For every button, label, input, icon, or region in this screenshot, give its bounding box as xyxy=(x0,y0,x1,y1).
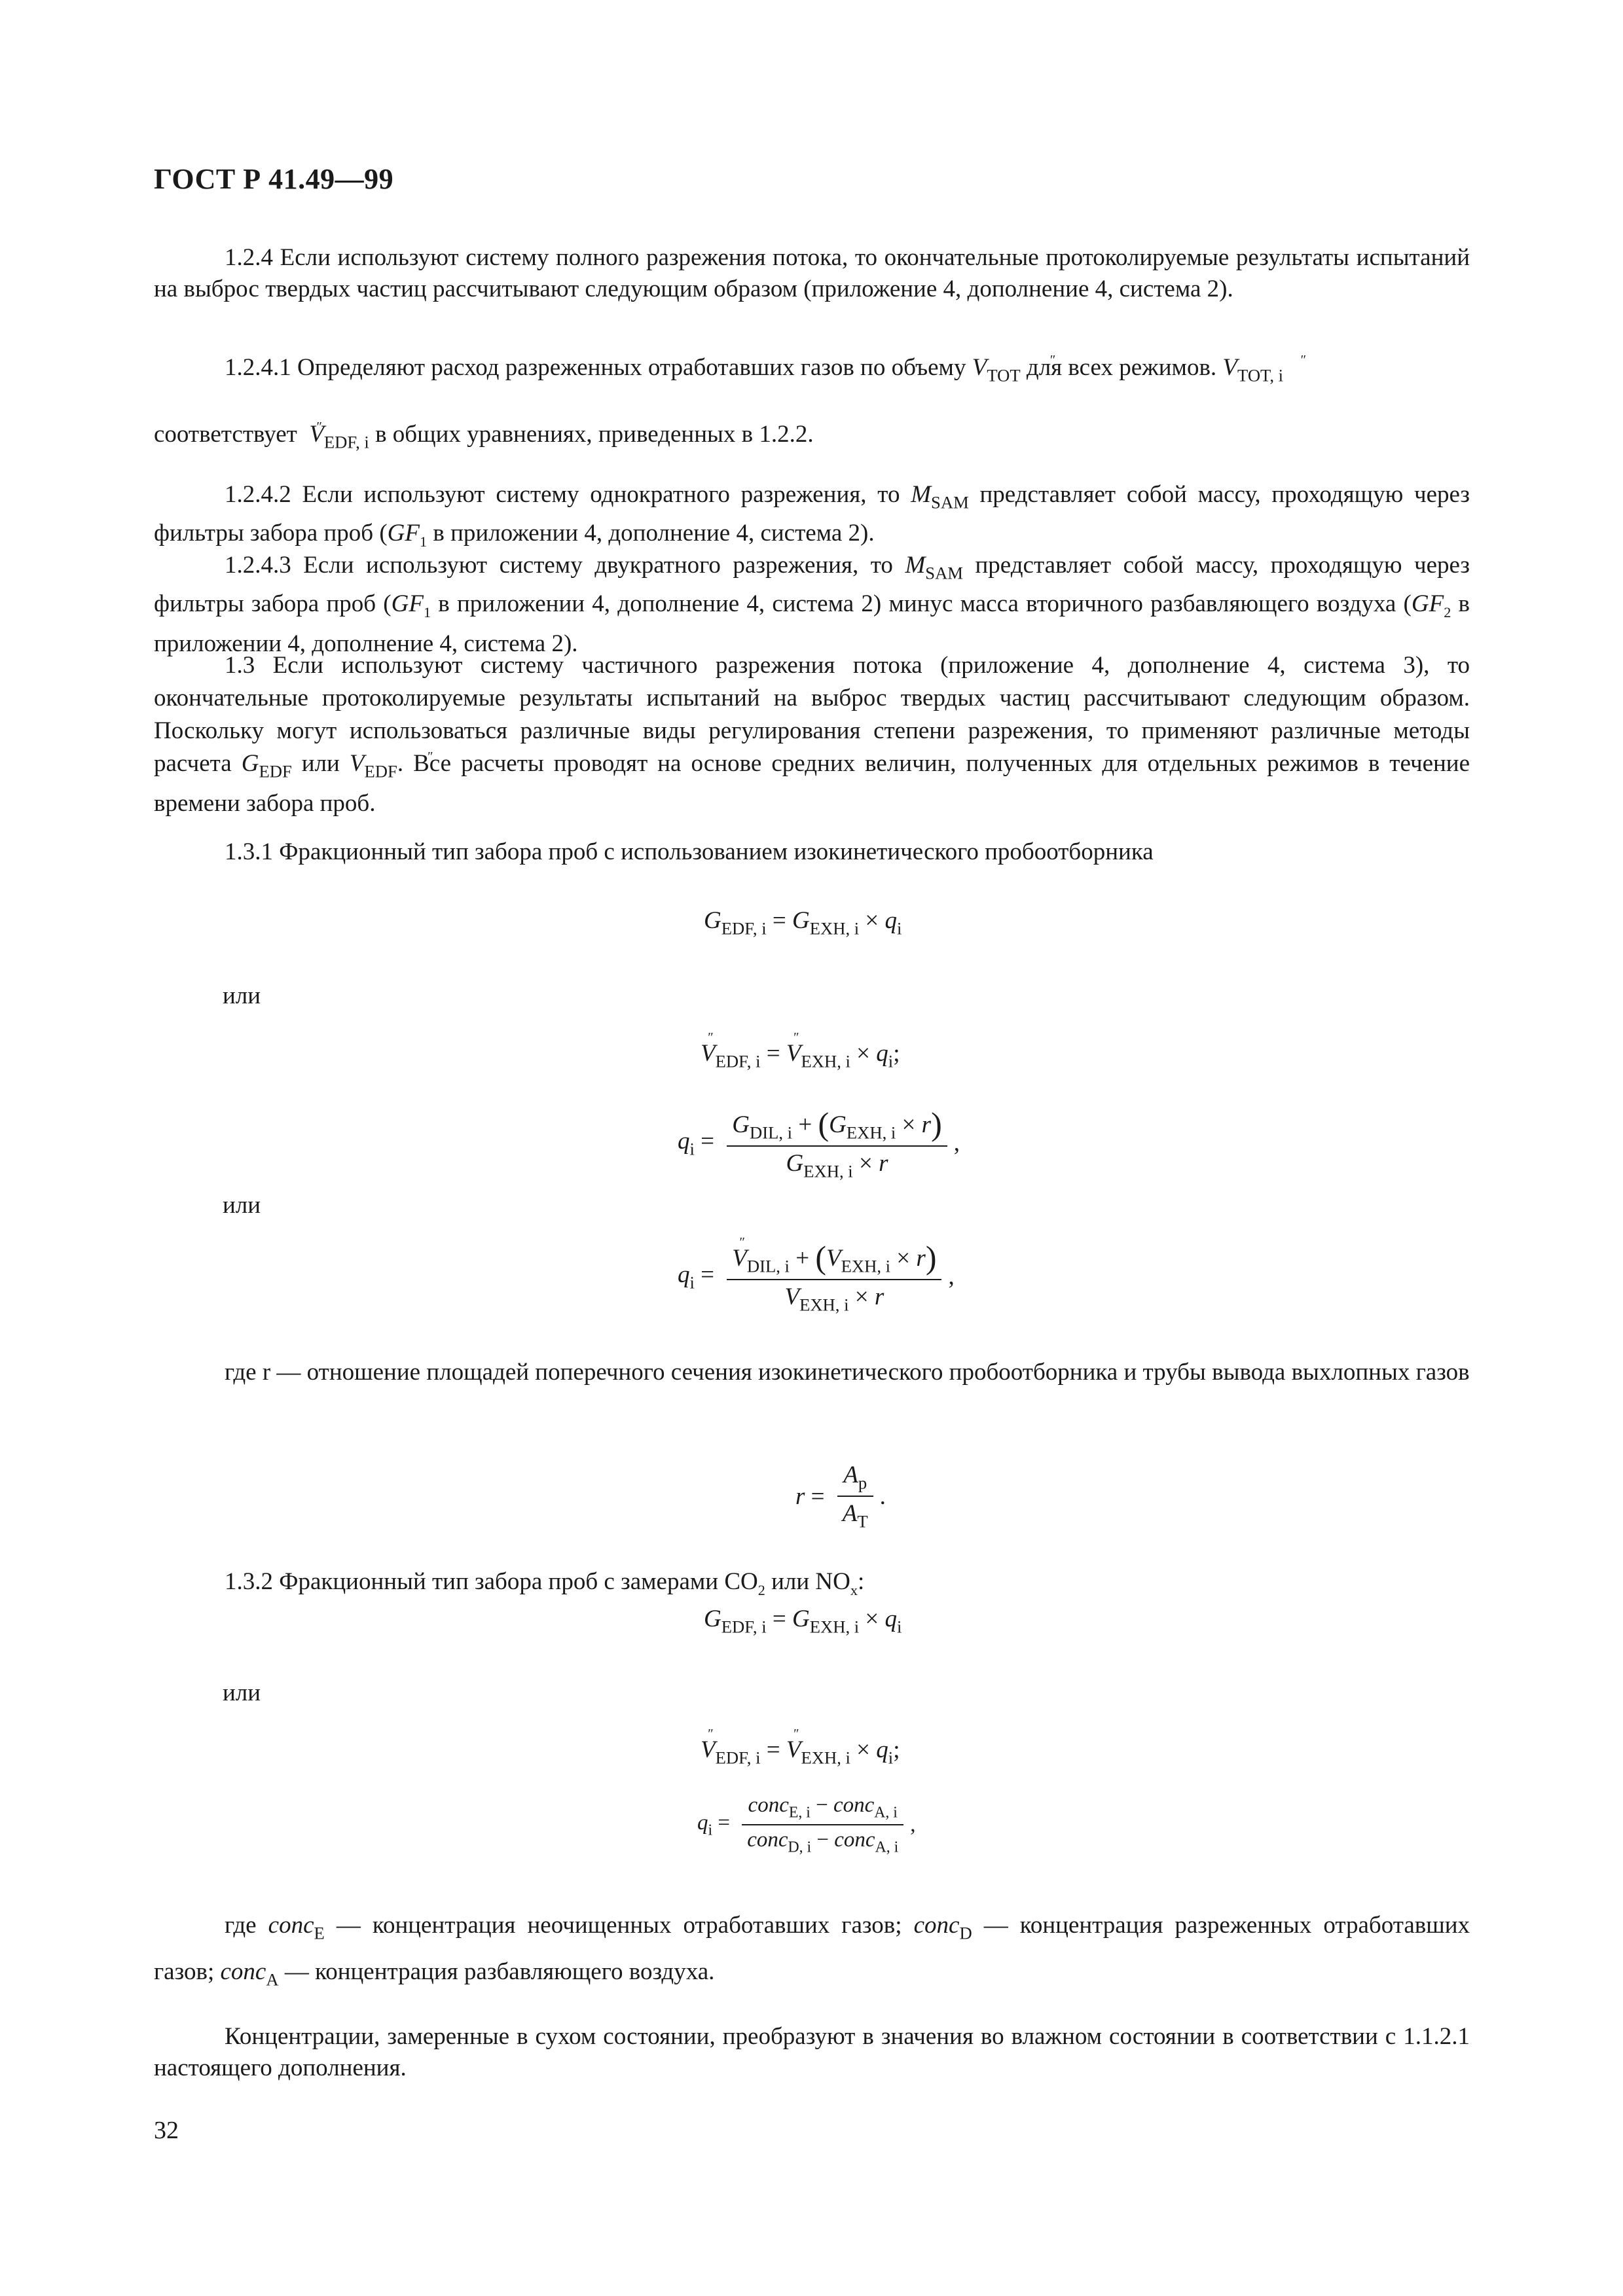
paragraph-1-2-4: 1.2.4 Если используют систему полного разрежения потока, то окончательные протоколируемые результаты испытаний на выброс твердых частиц рассчитывают следующим образом (приложение 4, дополнение 4, система 2). xyxy=(154,244,1470,302)
paragraph-1-3: 1.3 Если используют систему частичного разрежения потока (приложение 4, дополнение 4, система 3), то окончательные протоколируемые результаты испытаний на выброс твердых частиц рассчитывают следующим образом. Поскольку могут использоваться различные виды регулирования степени разрежения, то применяют различные методы расчета $G_{EDF}$ или V $''_{EDF}$. Все расчеты проводят на основе средних величин, полученных для отдельных режимов в течение времени забора проб. xyxy=(154,649,1470,820)
or-label-1: или xyxy=(223,982,261,1009)
symbol-v-tot: V ″ xyxy=(972,354,987,381)
page-number: 32 xyxy=(154,2117,179,2144)
paragraph-1-2-4-1: 1.2.4.1 Определяют расход разреженных отработавших газов по объему V $''_{TOT}$ для всех режимов. V $''_{TOT, i}$ xyxy=(154,352,1470,391)
formula-q-mass: $q_i$ = $\frac{G_{DIL, i} + (G_{EXH, i} \times r)}{G_{EXH, i} \times r}$ , xyxy=(678,1105,960,1181)
or-label-2: или xyxy=(223,1192,261,1219)
paragraph-1-2-4-1-cont: соответствует V $''_{EDF, i}$ в общих уравнениях, приведенных в 1.2.2. xyxy=(154,419,1470,457)
paragraph-where-r: где r — отношение площадей поперечного сечения изокинетического пробоотборника и трубы вывода выхлопных газов xyxy=(225,1359,1470,1386)
paragraph-1-2-4-2: 1.2.4.2 Если используют систему однократного разрежения, то $M_{SAM}$ представляет собой массу, проходящую через фильтры забора проб ($GF_1$ в приложении 4, дополнение 4, система 2). xyxy=(154,481,1470,550)
formula-g-edf-2: $G_{EDF, i} = G_{EXH, i} \times q_i$ xyxy=(704,1605,902,1637)
formula-q-conc: $q_i$ = $\frac{conc_{E, i} - conc_{A, i}}{conc_{D, i} - conc_{A, i}}$ , xyxy=(697,1793,916,1856)
or-label-3: или xyxy=(223,1679,261,1706)
formula-q-volume: $q_i$ = $\frac{V ''_{DIL, i} + (V_{EXH, i} \times r)}{V_{EXH, i} \times r}$ , xyxy=(678,1238,955,1316)
page-header-title: ГОСТ Р 41.49—99 xyxy=(154,163,394,195)
formula-g-edf-1: $G_{EDF, i} = G_{EXH, i} \times q_i$ xyxy=(704,907,902,939)
paragraph-where-conc: где conc$_E$ — концентрация неочищенных отработавших газов; conc$_D$ — концентрация разреженных отработавших газов; conc$_A$ — концентрация разбавляющего воздуха. xyxy=(154,1912,1470,1990)
formula-v-edf-2: V $''_{EDF, i} = V$ $''_{EXH, i} \times q_i$; xyxy=(701,1736,900,1768)
formula-r: r = $\frac{A_p}{A_T}$ . xyxy=(795,1462,886,1532)
formula-v-edf-1: V $''_{EDF, i} = V$ $''_{EXH, i} \times q_i$; xyxy=(701,1039,900,1071)
paragraph-1-3-2: 1.3.2 Фракционный тип забора проб с замерами $CO_2$ или $NO_x$: xyxy=(225,1568,865,1598)
paragraph-1-3-1: 1.3.1 Фракционный тип забора проб с использованием изокинетического пробоотборника xyxy=(225,838,1154,865)
paragraph-final: Концентрации, замеренные в сухом состоянии, преобразуют в значения во влажном состоянии в соответствии с 1.1.2.1 настоящего дополнения. xyxy=(154,2023,1470,2081)
paragraph-1-2-4-3: 1.2.4.3 Если используют систему двукратного разрежения, то $M_{SAM}$ представляет собой массу, проходящую через фильтры забора проб ($GF_1$ в приложении 4, дополнение 4, система 2) минус масса вторичного разбавляющего воздуха ($GF_2$ в приложении 4, дополнение 4, система 2). xyxy=(154,552,1470,658)
